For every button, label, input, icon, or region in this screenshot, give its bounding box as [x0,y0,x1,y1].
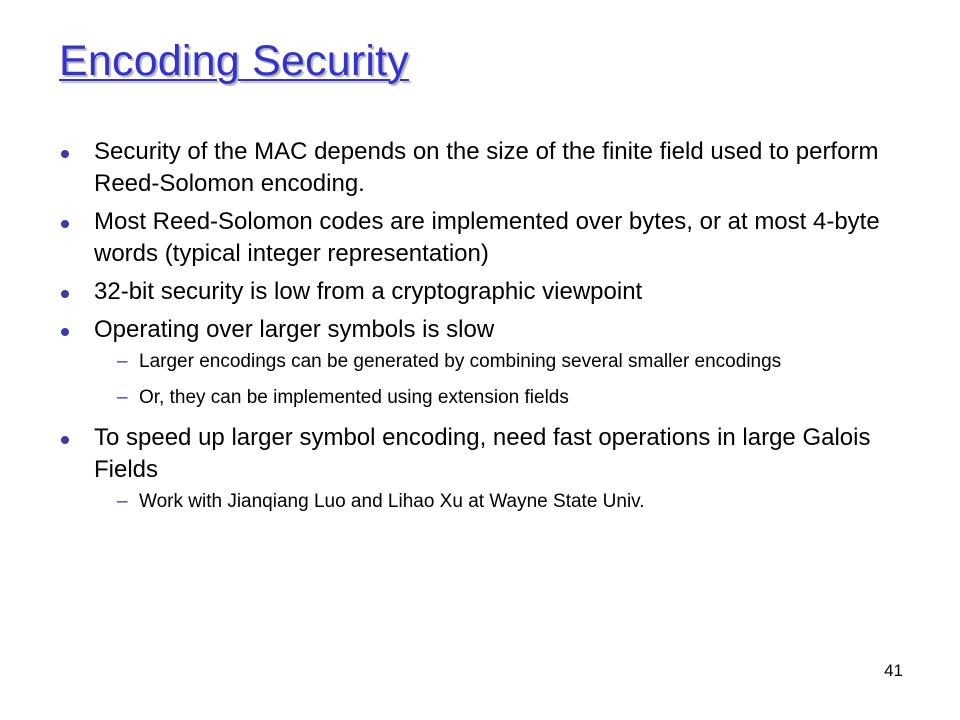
bullet-text: 32-bit security is low from a cryptographic viewpoint [94,278,643,305]
bullet-text: Security of the MAC depends on the size of the finite field used to perform Reed-Solomon encoding. [94,138,879,197]
bullet-item [58,136,918,200]
bullet-marker-icon [61,220,69,228]
bullet-marker-icon [61,328,69,336]
bullet-marker-icon [61,436,69,444]
bullet-text: Operating over larger symbols is slow [94,316,495,343]
dash-marker-icon: – [117,491,128,512]
bullet-item [58,314,918,410]
page-number: 41 [884,661,903,680]
sub-bullet-item [94,386,918,410]
sub-bullet-list [94,490,918,514]
bullet-item [58,206,918,270]
bullet-marker-icon [61,150,69,158]
dash-marker-icon: – [117,387,128,408]
sub-bullet-text: Work with Jianqiang Luo and Lihao Xu at Wayne State Univ. [139,491,645,512]
bullet-text: Most Reed-Solomon codes are implemented over bytes, or at most 4-byte words (typical integer representation) [94,208,880,267]
sub-bullet-item [94,350,918,374]
sub-bullet-list [94,350,918,410]
dash-marker-icon: – [117,351,128,372]
bullet-marker-icon [61,290,69,298]
slide-title: Encoding Security [59,37,409,85]
bullet-list [58,136,918,526]
bullet-text: To speed up larger symbol encoding, need fast operations in large Galois Fields [94,424,871,483]
sub-bullet-text: Or, they can be implemented using extension fields [139,387,569,408]
sub-bullet-text: Larger encodings can be generated by combining several smaller encodings [139,351,782,372]
bullet-item [58,422,918,514]
sub-bullet-item [94,490,918,514]
bullet-item [58,276,918,308]
